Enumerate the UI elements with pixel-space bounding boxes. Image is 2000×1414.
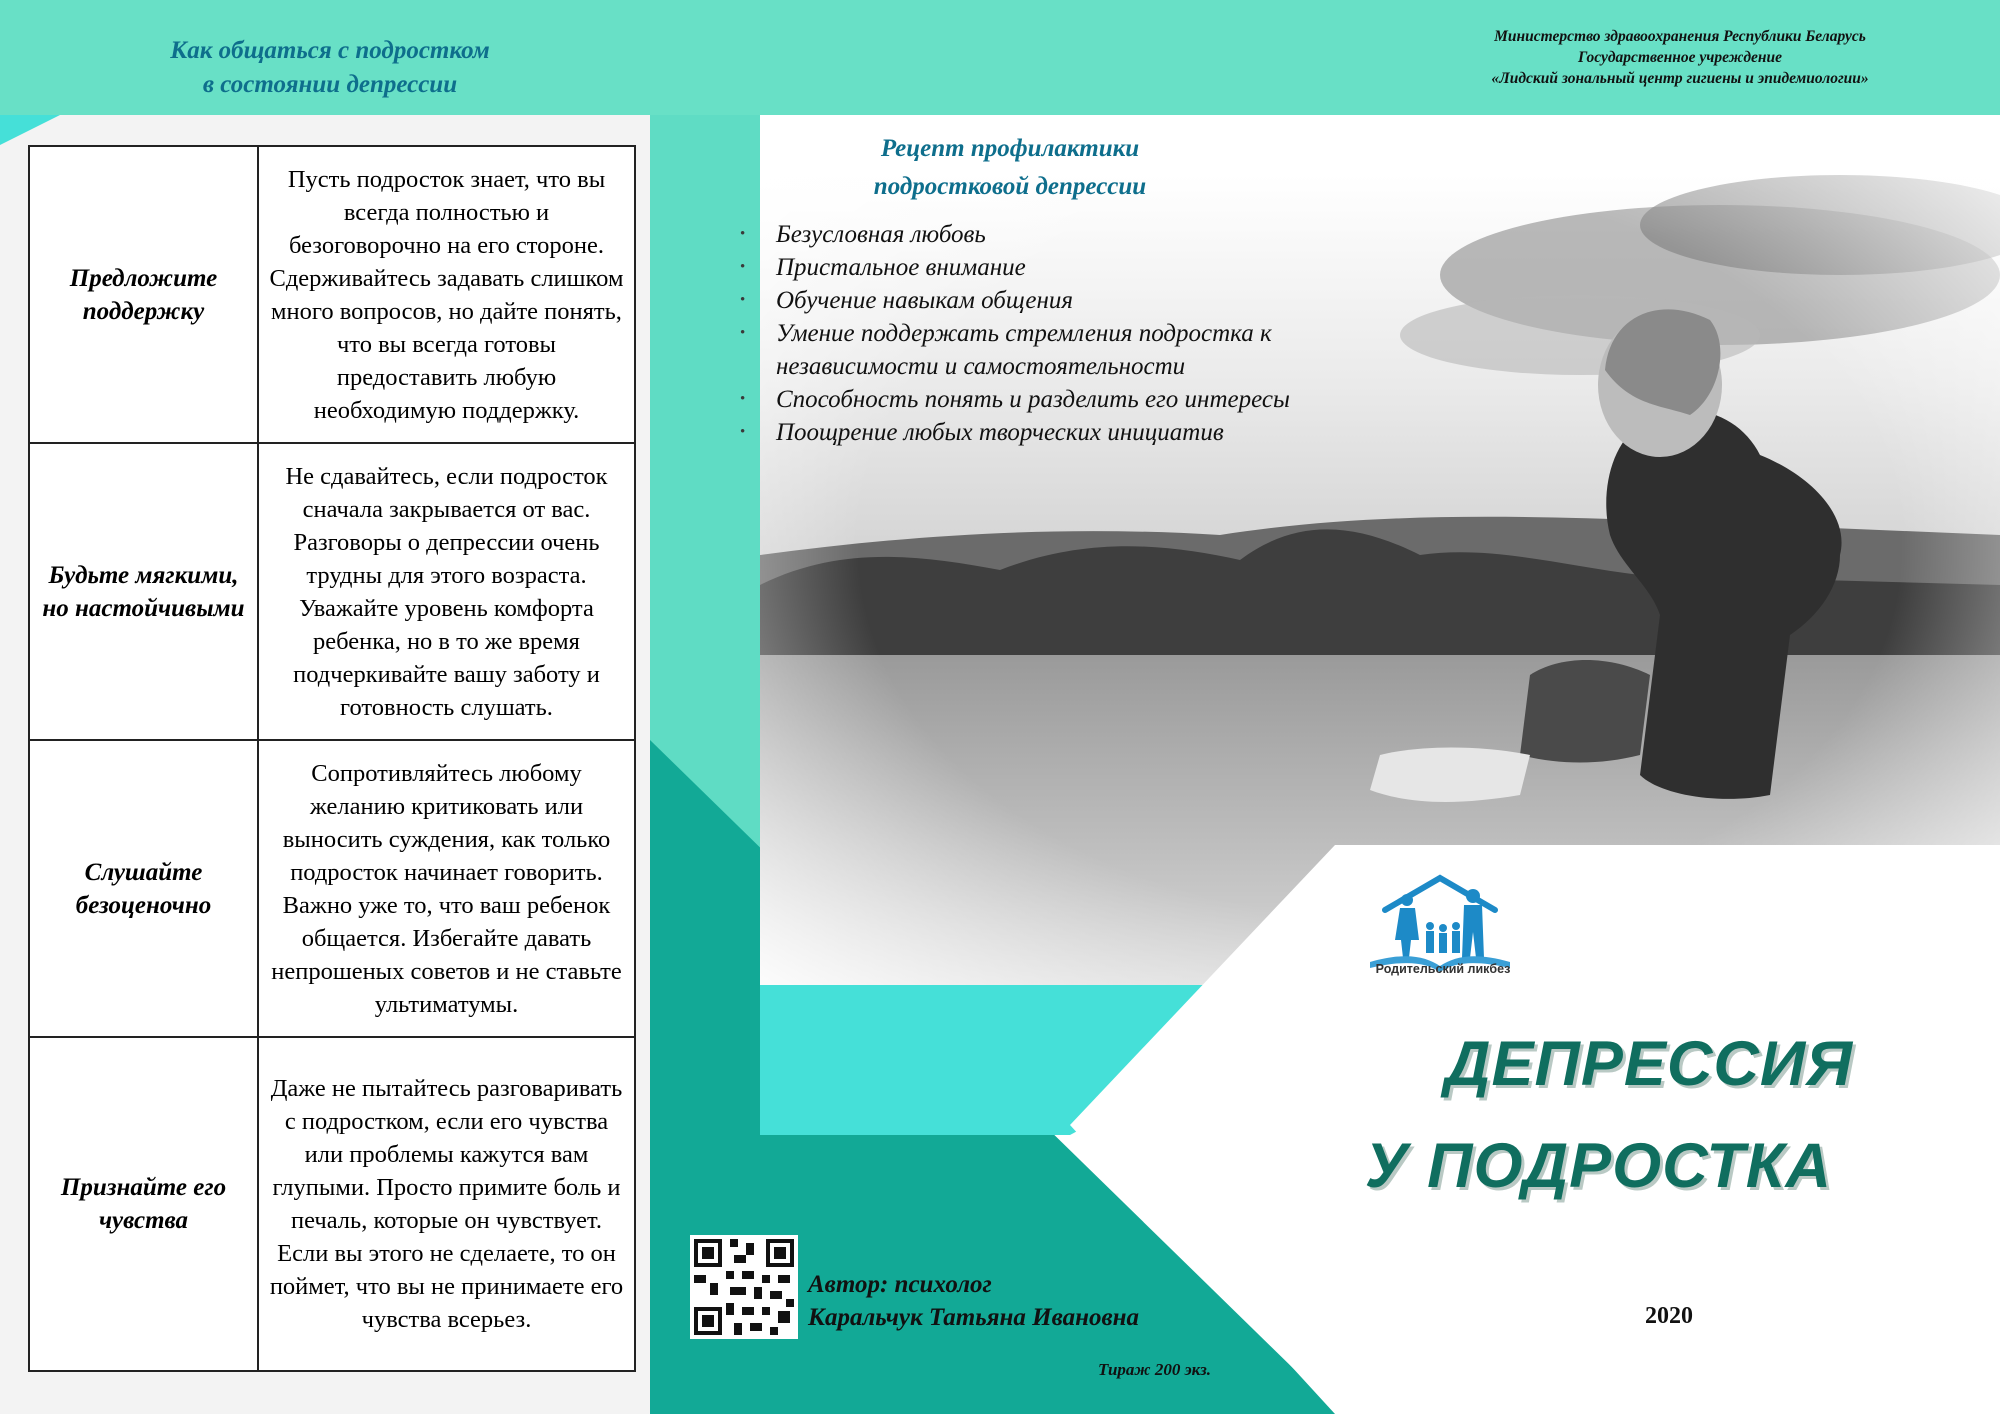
ministry-line: Министерство здравоохранения Республики Беларусь	[1494, 28, 1866, 45]
inner-title-line: Как общаться с подростком	[170, 37, 490, 64]
table-row	[29, 146, 635, 443]
author-role: Автор: психолог	[808, 1271, 992, 1298]
table-row	[29, 740, 635, 1037]
recipe-item-text: Умение поддержать стремления подростка к независимости и самостоятельности	[776, 320, 1272, 380]
ministry-header	[1390, 26, 1970, 89]
cover-headline-line-1: ДЕПРЕССИЯ	[1445, 1029, 1854, 1099]
publication-year: 2020	[1645, 1303, 1693, 1329]
advice-heading: Признайте его чувства	[29, 1037, 258, 1371]
qr-code[interactable]	[690, 1235, 798, 1339]
bullet-icon: •	[740, 226, 746, 242]
inner-title-line: в состоянии депрессии	[202, 71, 458, 98]
bullet-icon: •	[740, 391, 746, 407]
recipe-title-line: Рецепт профилактики	[880, 135, 1140, 162]
author-block	[808, 1268, 1139, 1334]
list-item	[740, 416, 1300, 449]
advice-heading: Слушайте безоценочно	[29, 740, 258, 1037]
bullet-icon: •	[740, 424, 746, 440]
advice-heading: Будьте мягкими, но настойчивыми	[29, 443, 258, 740]
logo-caption: Родительский ликбез	[1375, 962, 1511, 976]
advice-heading: Предложите поддержку	[29, 146, 258, 443]
recipe-item-text: Безусловная любовь	[776, 221, 986, 248]
table-row	[29, 443, 635, 740]
advice-text: Даже не пытайтесь разговаривать с подростком, если его чувства или проблемы кажутся вам глупыми. Просто примите боль и печаль, которые он чувствует. Если вы этого не сделаете, то он поймет, что вы не принимаете его чувства всерьез.	[258, 1037, 635, 1371]
brochure-inner-title	[60, 34, 600, 102]
bullet-icon: •	[740, 325, 746, 341]
list-item	[740, 218, 1300, 251]
recipe-title	[800, 130, 1220, 206]
print-run: Тираж 200 экз.	[1098, 1360, 1211, 1379]
advice-text: Пусть подросток знает, что вы всегда полностью и безоговорочно на его стороне. Сдерживайтесь задавать слишком много вопросов, но дайте понять, что вы всегда готовы предоставить любую необходимую поддержку.	[258, 146, 635, 443]
recipe-item-text: Способность понять и разделить его интересы	[776, 386, 1290, 413]
list-item	[740, 284, 1300, 317]
recipe-item-text: Пристальное внимание	[776, 254, 1026, 281]
list-item	[740, 317, 1300, 383]
author-name: Каральчук Татьяна Ивановна	[808, 1304, 1140, 1331]
family-icon	[1395, 889, 1484, 958]
bullet-icon: •	[740, 292, 746, 308]
corner-triangle	[0, 115, 60, 145]
advice-table	[28, 145, 636, 1372]
cover-headline-line-2: У ПОДРОСТКА	[1365, 1131, 1832, 1201]
table-row	[29, 1037, 635, 1371]
advice-text: Сопротивляйтесь любому желанию критиковать или выносить суждения, как только подросток начинает говорить. Важно уже то, что ваш ребенок общается. Избегайте давать непрошеных советов и не ставьте ультиматумы.	[258, 740, 635, 1037]
list-item	[740, 383, 1300, 416]
recipe-title-line: подростковой депрессии	[873, 173, 1147, 200]
institution-type-line: Государственное учреждение	[1577, 49, 1783, 66]
recipe-item-text: Обучение навыкам общения	[776, 287, 1073, 314]
advice-text: Не сдавайтесь, если подросток сначала закрывается от вас. Разговоры о депрессии очень трудны для этого возраста. Уважайте уровень комфорта ребенка, но в то же время подчеркивайте вашу заботу и готовность слушать.	[258, 443, 635, 740]
bullet-icon: •	[740, 259, 746, 275]
recipe-list	[740, 218, 1300, 449]
list-item	[740, 251, 1300, 284]
recipe-item-text: Поощрение любых творческих инициатив	[776, 419, 1224, 446]
institution-name-line: «Лидский зональный центр гигиены и эпидемиологии»	[1491, 70, 1869, 87]
